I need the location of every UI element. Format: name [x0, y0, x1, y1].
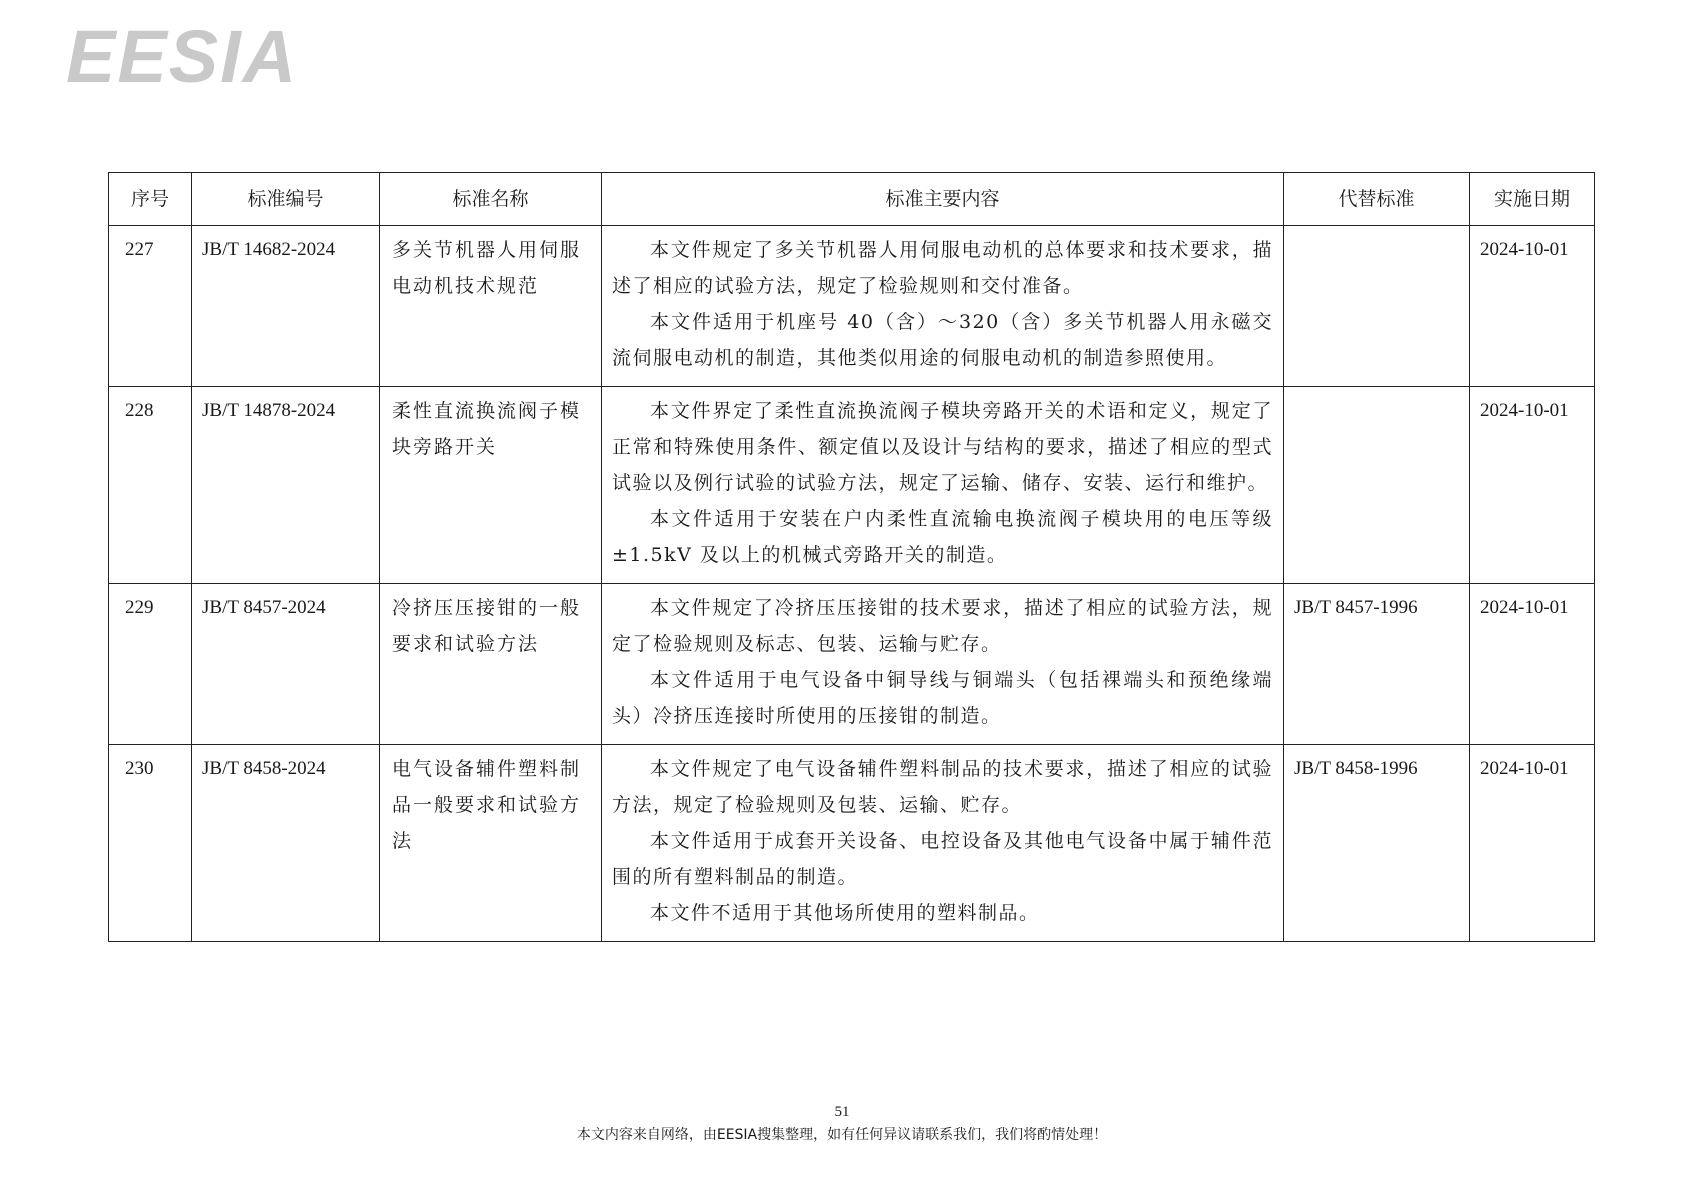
row-replaced-standard: JB/T 8458-1996: [1284, 745, 1470, 942]
content-paragraph: 本文件适用于安装在户内柔性直流输电换流阀子模块用的电压等级±1.5kV 及以上的机械式旁路开关的制造。: [612, 508, 1273, 566]
row-standard-name: 电气设备辅件塑料制品一般要求和试验方法: [380, 745, 602, 942]
content-paragraph: 本文件规定了电气设备辅件塑料制品的技术要求，描述了相应的试验方法，规定了检验规则及包装、运输、贮存。: [612, 758, 1273, 816]
row-standard-name: 柔性直流换流阀子模块旁路开关: [380, 387, 602, 584]
row-standard-name: 多关节机器人用伺服电动机技术规范: [380, 226, 602, 387]
content-paragraph: 本文件适用于电气设备中铜导线与铜端头（包括裸端头和预绝缘端头）冷挤压连接时所使用的压接钳的制造。: [612, 669, 1273, 727]
row-serial: 230: [109, 745, 192, 942]
content-paragraph: 本文件适用于机座号 40（含）～320（含）多关节机器人用永磁交流伺服电动机的制造，其他类似用途的伺服电动机的制造参照使用。: [612, 311, 1273, 369]
table-row: [109, 387, 1595, 584]
row-main-content: [602, 387, 1284, 584]
header-standard-code: 标准编号: [192, 173, 380, 226]
row-standard-code: JB/T 14682-2024: [192, 226, 380, 387]
header-effective-date: 实施日期: [1470, 173, 1595, 226]
table-row: [109, 226, 1595, 387]
content-paragraph: 本文件规定了冷挤压压接钳的技术要求，描述了相应的试验方法，规定了检验规则及标志、包装、运输与贮存。: [612, 597, 1273, 655]
standards-table: [108, 172, 1595, 942]
content-paragraph: 本文件不适用于其他场所使用的塑料制品。: [650, 902, 1040, 924]
row-serial: 228: [109, 387, 192, 584]
content-paragraph: 本文件界定了柔性直流换流阀子模块旁路开关的术语和定义，规定了正常和特殊使用条件、额定值以及设计与结构的要求，描述了相应的型式试验以及例行试验的试验方法，规定了运输、储存、安装、运行和维护。: [612, 400, 1273, 494]
row-replaced-standard: [1284, 226, 1470, 387]
page-number: 51: [834, 1104, 850, 1120]
table-row: [109, 584, 1595, 745]
row-main-content: [602, 584, 1284, 745]
header-standard-name: 标准名称: [380, 173, 602, 226]
row-standard-name: 冷挤压压接钳的一般要求和试验方法: [380, 584, 602, 745]
row-effective-date: 2024-10-01: [1470, 584, 1595, 745]
content-paragraph: 本文件适用于成套开关设备、电控设备及其他电气设备中属于辅件范围的所有塑料制品的制造。: [612, 830, 1273, 888]
row-serial: 229: [109, 584, 192, 745]
row-replaced-standard: JB/T 8457-1996: [1284, 584, 1470, 745]
row-effective-date: 2024-10-01: [1470, 387, 1595, 584]
header-replaced-standard: 代替标准: [1284, 173, 1470, 226]
row-effective-date: 2024-10-01: [1470, 745, 1595, 942]
footer-disclaimer: 本文内容来自网络，由EESIA搜集整理，如有任何异议请联系我们，我们将酌情处理！: [576, 1127, 1108, 1143]
row-standard-code: JB/T 8458-2024: [192, 745, 380, 942]
header-main-content: 标准主要内容: [602, 173, 1284, 226]
row-main-content: [602, 226, 1284, 387]
row-effective-date: 2024-10-01: [1470, 226, 1595, 387]
row-main-content: [602, 745, 1284, 942]
row-standard-code: JB/T 8457-2024: [192, 584, 380, 745]
table-header-row: [109, 173, 1595, 226]
header-serial: 序号: [109, 173, 192, 226]
row-serial: 227: [109, 226, 192, 387]
row-replaced-standard: [1284, 387, 1470, 584]
table-row: [109, 745, 1595, 942]
row-standard-code: JB/T 14878-2024: [192, 387, 380, 584]
eesia-logo: EESIA: [66, 15, 299, 98]
content-paragraph: 本文件规定了多关节机器人用伺服电动机的总体要求和技术要求，描述了相应的试验方法，规定了检验规则和交付准备。: [612, 239, 1273, 297]
